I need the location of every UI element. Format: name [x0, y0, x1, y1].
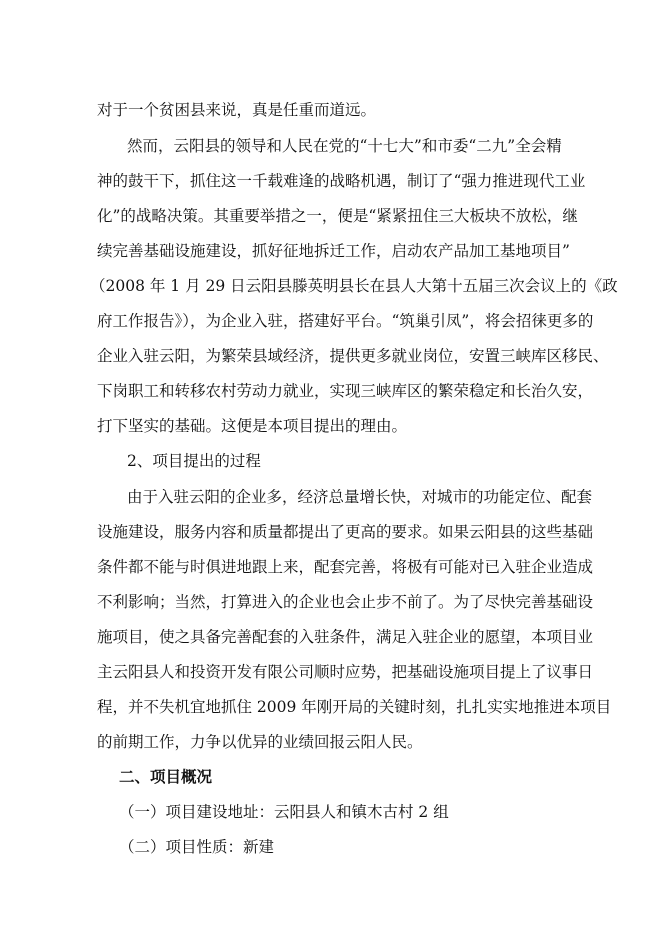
paragraph-line-17: 程，并不失机宜地抓住 2009 年刚开局的关键时刻，扎扎实实地推进本项目	[97, 698, 612, 716]
paragraph-line-6: （2008 年 1 月 29 日云阳县滕英明县长在县人大第十五届三次会议上的《政	[90, 277, 618, 295]
paragraph-line-18: 的前期工作，力争以优异的业绩回报云阳人民。	[97, 733, 423, 751]
paragraph-line-8: 企业入驻云阳，为繁荣县域经济，提供更多就业岗位，安置三峡库区移民、	[97, 347, 609, 365]
paragraph-line-3: 神的鼓干下，抓住这一千载难逢的战略机遇，制订了“强力推进现代工业	[97, 172, 586, 190]
paragraph-line-5: 续完善基础设施建设，抓好征地拆迁工作，启动农产品加工基地项目”	[97, 242, 570, 260]
paragraph-line-14: 不利影响；当然，打算进入的企业也会止步不前了。为了尽快完善基础设	[97, 593, 594, 611]
paragraph-line-10: 打下坚实的基础。这便是本项目提出的理由。	[97, 417, 408, 435]
paragraph-line-1: 对于一个贫困县来说，真是任重而道远。	[97, 101, 377, 119]
project-address-line: （一）项目建设地址：云阳县人和镇木古村 2 组	[119, 803, 449, 821]
paragraph-line-7: 府工作报告》），为企业入驻，搭建好平台。“筑巢引凤”，将会招徕更多的	[97, 312, 594, 330]
paragraph-line-11: 由于入驻云阳的企业多，经济总量增长快，对城市的功能定位、配套	[127, 488, 593, 506]
paragraph-line-2: 然而，云阳县的领导和人民在党的“十七大”和市委“二九”全会精	[127, 137, 562, 155]
paragraph-line-13: 条件都不能与时俱进地跟上来，配套完善，将极有可能对已入驻企业造成	[97, 558, 594, 576]
paragraph-line-15: 施项目，使之具备完善配套的入驻条件，满足入驻企业的愿望，本项目业	[97, 628, 594, 646]
paragraph-line-9: 下岗职工和转移农村劳动力就业，实现三峡库区的繁荣稳定和长治久安，	[97, 382, 594, 400]
section-heading-2: 2、项目提出的过程	[127, 452, 261, 470]
paragraph-line-12: 设施建设，服务内容和质量都提出了更高的要求。如果云阳县的这些基础	[97, 523, 594, 541]
paragraph-line-4: 化”的战略决策。其重要举措之一，便是“紧紧扭住三大板块不放松，继	[97, 207, 578, 225]
project-nature-line: （二）项目性质：新建	[119, 838, 275, 856]
paragraph-line-16: 主云阳县人和投资开发有限公司顺时应势，把基础设施项目提上了议事日	[97, 663, 594, 681]
section-heading-overview: 二、项目概况	[119, 768, 213, 786]
